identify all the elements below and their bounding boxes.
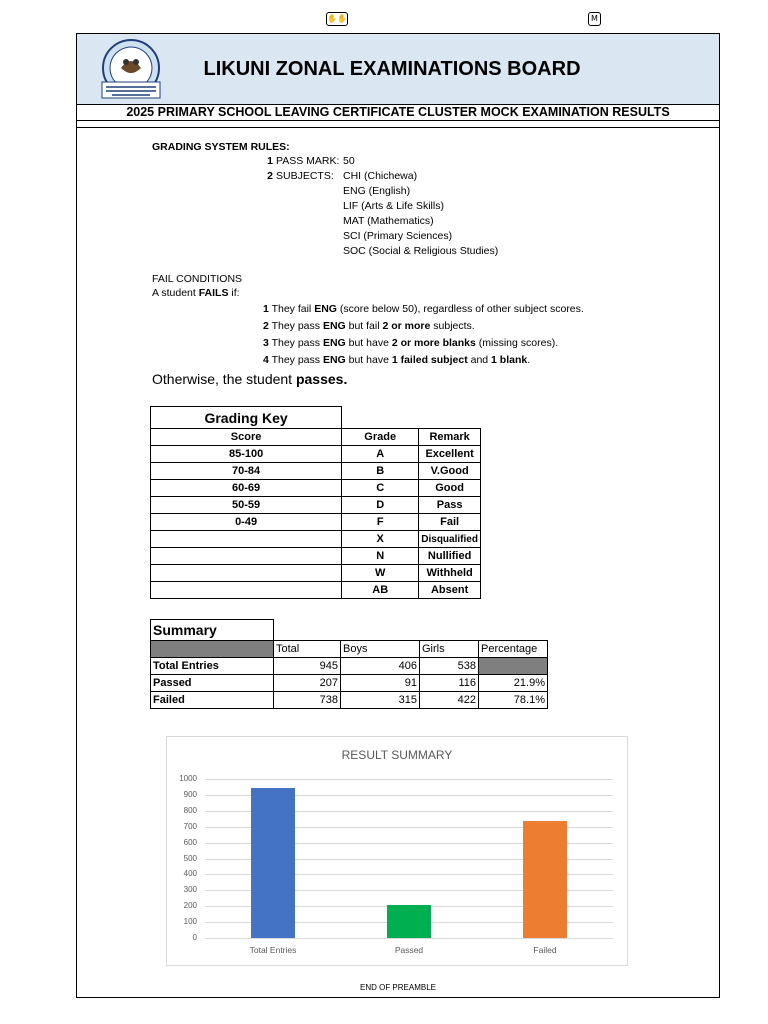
table-row: AB Absent	[151, 582, 481, 599]
subject-item: MAT (Mathematics)	[343, 215, 434, 227]
subject-item: SOC (Social & Religious Studies)	[343, 245, 499, 257]
subjects-label: SUBJECTS:	[276, 170, 334, 182]
y-tick-label: 1000	[179, 774, 197, 783]
header-banner	[77, 34, 719, 105]
y-tick-label: 900	[183, 789, 197, 799]
percentage-header: Percentage	[479, 641, 548, 658]
summary-table	[150, 619, 548, 709]
table-row: 50-59 D Pass	[151, 497, 481, 514]
y-tick-label: 200	[183, 901, 197, 911]
fail-condition-3: 3 They pass ENG but have 2 or more blanks (missing scores).	[263, 337, 559, 349]
y-tick-label: 800	[183, 805, 197, 815]
end-of-preamble: END OF PREAMBLE	[359, 983, 436, 992]
table-row: 70-84 B V.Good	[151, 463, 481, 480]
table-row: W Withheld	[151, 565, 481, 582]
x-category-label: Passed	[394, 945, 424, 955]
sign-language-icon[interactable]: ✋✋	[326, 12, 348, 26]
pass-mark-value: 50	[343, 155, 355, 167]
result-summary-chart	[166, 736, 628, 966]
summary-title: Summary	[151, 620, 274, 641]
grade-header: Grade	[342, 429, 419, 446]
rules-heading: GRADING SYSTEM RULES:	[152, 141, 290, 153]
fail-condition-1: 1 They fail ENG (score below 50), regardless of other subject scores.	[263, 303, 584, 315]
x-category-label: Failed	[533, 945, 557, 955]
table-row: 85-100 A Excellent	[151, 446, 481, 463]
y-tick-label: 0	[192, 933, 197, 942]
total-header: Total	[274, 641, 341, 658]
score-header: Score	[151, 429, 342, 446]
gridline	[205, 938, 613, 939]
fail-condition-2: 2 They pass ENG but fail 2 or more subjects.	[263, 320, 475, 332]
grading-key-title: Grading Key	[151, 407, 342, 429]
y-tick-label: 400	[183, 869, 197, 879]
table-row: Passed 207 91 116 21.9%	[151, 675, 548, 692]
otherwise-line: Otherwise, the student passes.	[152, 371, 348, 387]
chart-title: RESULT SUMMARY	[341, 748, 453, 762]
gridline	[205, 779, 613, 780]
bar	[523, 821, 567, 938]
board-logo	[96, 38, 166, 102]
y-tick-label: 500	[183, 853, 197, 863]
fail-heading: FAIL CONDITIONS	[152, 273, 243, 285]
table-row: Failed 738 315 422 78.1%	[151, 692, 548, 709]
y-tick-label: 100	[183, 917, 197, 927]
girls-header: Girls	[420, 641, 479, 658]
subject-item: CHI (Chichewa)	[343, 170, 418, 182]
table-row: Total Entries 945 406 538	[151, 658, 548, 675]
media-icon[interactable]: M	[588, 12, 601, 26]
subject-item: SCI (Primary Sciences)	[343, 230, 453, 242]
fail-condition-4: 4 They pass ENG but have 1 failed subject and 1 blank.	[263, 354, 531, 366]
y-tick-label: 700	[183, 821, 197, 831]
y-tick-label: 600	[183, 837, 197, 847]
remark-header: Remark	[419, 429, 481, 446]
bar	[387, 905, 431, 938]
subject-item: ENG (English)	[343, 185, 411, 197]
pass-mark-num: 1	[267, 155, 273, 167]
board-title: LIKUNI ZONAL EXAMINATIONS BOARD	[203, 58, 581, 80]
pass-mark-label: PASS MARK:	[276, 155, 340, 167]
table-row: 60-69 C Good	[151, 480, 481, 497]
table-row: N Nullified	[151, 548, 481, 565]
table-row: X Disqualified	[151, 531, 481, 548]
header-divider	[77, 120, 719, 128]
results-subtitle: 2025 PRIMARY SCHOOL LEAVING CERTIFICATE CLUSTER MOCK EXAMINATION RESULTS	[77, 105, 719, 121]
subjects-num: 2	[267, 170, 273, 182]
fail-intro: A student FAILS if:	[152, 287, 240, 299]
x-category-label: Total Entries	[249, 945, 297, 955]
y-tick-label: 300	[183, 885, 197, 895]
document-page	[76, 33, 720, 998]
subject-item: LIF (Arts & Life Skills)	[343, 200, 444, 212]
bar	[251, 788, 295, 938]
table-row: 0-49 F Fail	[151, 514, 481, 531]
grading-key-table	[150, 406, 481, 599]
boys-header: Boys	[341, 641, 420, 658]
